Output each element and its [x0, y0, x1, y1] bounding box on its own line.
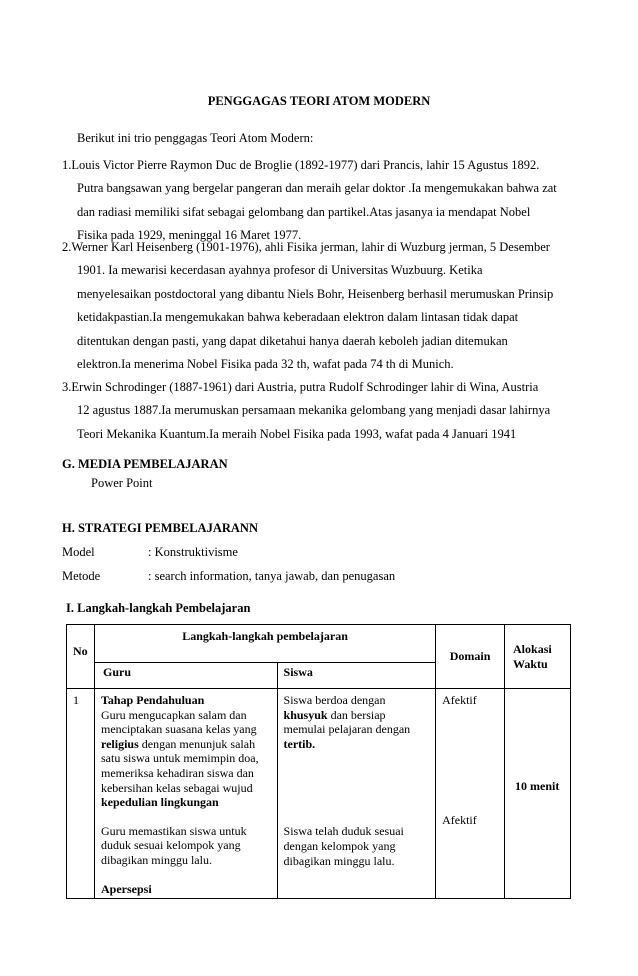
intro-text: Berikut ini trio penggagas Teori Atom Modern:: [77, 131, 314, 145]
list-line: dan radiasi memiliki sifat sebagai gelombang dan partikel.Atas jasanya ia mendapat Nobel: [77, 204, 531, 219]
list-line: Putra bangsawan yang bergelar pangeran dan meraih gelar doktor .Ia mengemukakan bahwa zat: [77, 181, 557, 196]
list-line: elektron.Ia menerima Nobel Fisika pada 32 th, wafat pada 74 th di Munich.: [77, 357, 454, 372]
list-number: 2.: [62, 240, 72, 254]
list-line: ditentukan dengan pasti, yang dapat diketahui hanya daerah keboleh jadian ditemukan: [77, 333, 508, 348]
model-value: : Konstruktivisme: [148, 545, 238, 559]
scientist-item: [62, 154, 564, 248]
header-siswa: Siswa: [277, 663, 436, 689]
metode-value: : search information, tanya jawab, dan penugasan: [148, 569, 396, 583]
list-number: 3.: [62, 380, 72, 394]
list-number: 1.: [62, 158, 72, 172]
header-alokasi: Alokasi Waktu: [505, 625, 571, 689]
header-domain: Domain: [436, 625, 505, 689]
header-no: No: [67, 625, 95, 689]
table-header-row: [67, 625, 571, 663]
list-line: 1901. Ia mewarisi kecerdasan ayahnya profesor di Universitas Wuzbuurg. Ketika: [77, 263, 483, 278]
list-line: Louis Victor Pierre Raymon Duc de Broglie (1892-1977) dari Prancis, lahir 15 Agustus 1892.: [71, 158, 540, 172]
metode-label: Metode: [62, 569, 101, 583]
list-line: Erwin Schrodinger (1887-1961) dari Austria, putra Rudolf Schrodinger lahir di Wina, Austria: [71, 380, 539, 394]
section-i-heading: I. Langkah-langkah Pembelajaran: [66, 601, 251, 615]
cell-no: 1: [67, 689, 95, 899]
list-line: Fisika pada 1929, meninggal 16 Maret 1977.: [77, 228, 302, 243]
section-g-heading: G. MEDIA PEMBELAJARAN: [62, 457, 228, 471]
list-line: 12 agustus 1887.Ia merumuskan persamaan mekanika gelombang yang menjadi dasar lahirnya: [77, 403, 551, 418]
header-langkah: Langkah-langkah pembelajaran: [94, 625, 435, 663]
scientist-item: [62, 376, 564, 446]
steps-table: [66, 624, 571, 899]
section-h-heading: H. STRATEGI PEMBELAJARANN: [62, 521, 258, 535]
table-row: [67, 689, 571, 899]
section-g-content: Power Point: [91, 476, 153, 490]
list-line: menyelesaikan postdoctoral yang dibantu Niels Bohr, Heisenberg berhasil merumuskan Prinsip: [77, 286, 554, 301]
list-line: Teori Mekanika Kuantum.Ia meraih Nobel Fisika pada 1993, wafat pada 4 Januari 1941: [77, 426, 517, 441]
model-label: Model: [62, 545, 95, 559]
cell-guru: Tahap Pendahuluan Guru mengucapkan salam dan menciptakan suasana kelas yang religius dengan menunjuk salah satu siswa untuk memimpin doa, memeriksa kehadiran siswa dan kebersihan kelas sebagai wujud kepedulian lingkungan Guru memastikan siswa untuk duduk sesuai kelompok yang dibagikan minggu lalu. Apersepsi: [94, 689, 277, 899]
header-guru: Guru: [94, 663, 277, 689]
list-line: ketidakpastian.Ia mengemukakan bahwa keberadaan elektron dalam lintasan tidak dapat: [77, 310, 519, 325]
scientist-item: [62, 236, 564, 376]
page-title: PENGGAGAS TEORI ATOM MODERN: [207, 94, 431, 108]
cell-waktu: 10 menit: [505, 689, 571, 899]
list-line: Werner Karl Heisenberg (1901-1976), ahli Fisika jerman, lahir di Wuzburg jerman, 5 Desember: [71, 240, 550, 254]
cell-domain: Afektif Afektif: [436, 689, 505, 899]
cell-siswa: Siswa berdoa dengan khusyuk dan bersiap memulai pelajaran dengan tertib. Siswa telah duduk sesuai dengan kelompok yang dibagikan minggu lalu.: [277, 689, 436, 899]
